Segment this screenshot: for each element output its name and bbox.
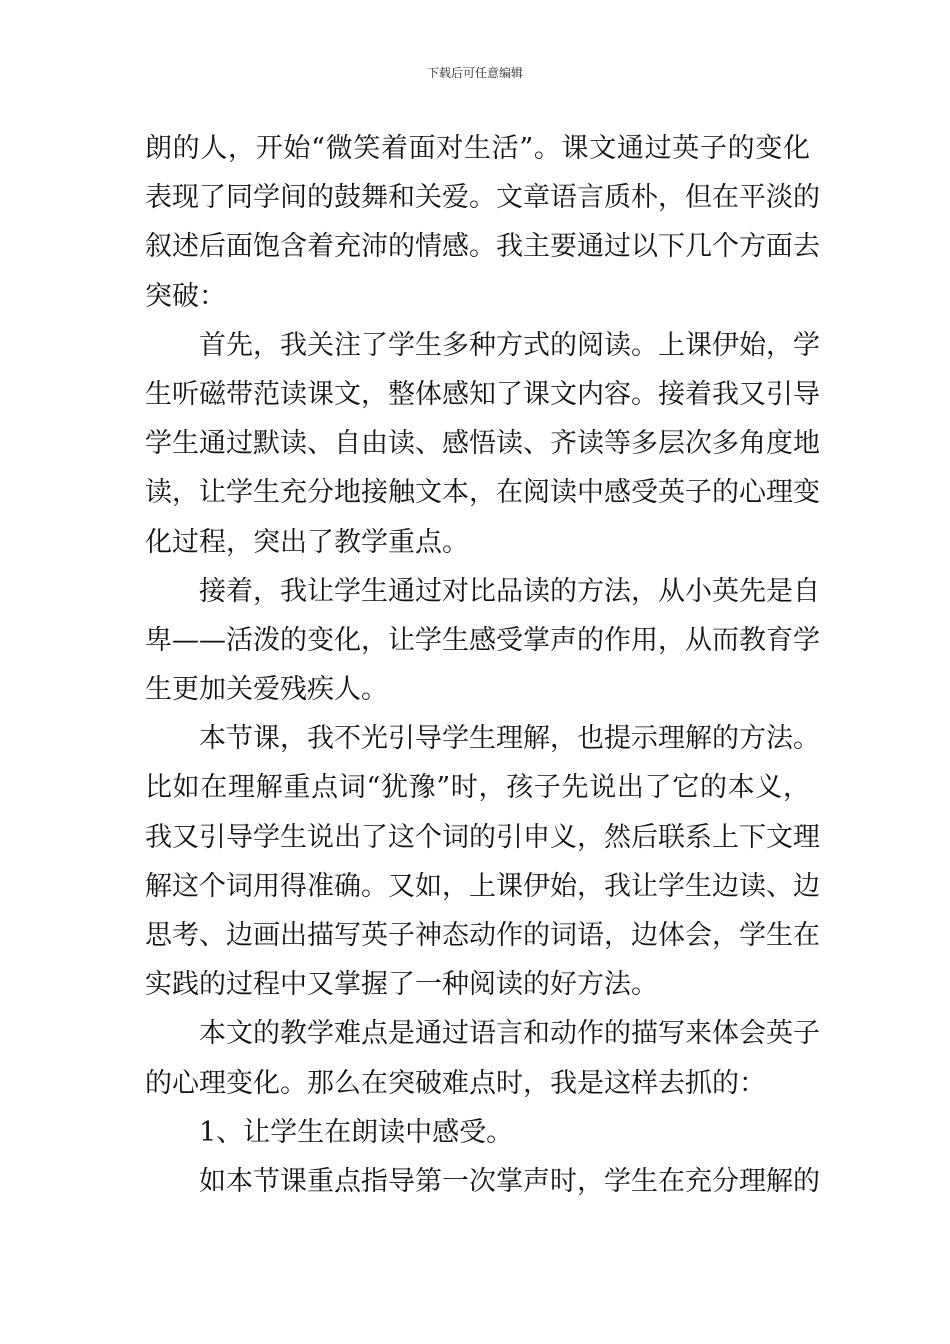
text-line: 接着，我让学生通过对比品读的方法，从小英先是自 xyxy=(199,575,820,607)
paragraph xyxy=(145,567,820,715)
text-line: 突破： xyxy=(145,280,226,312)
text-line: 的心理变化。那么在突破难点时，我是这样去抓的： xyxy=(145,1067,766,1099)
text-line: 1、让学生在朗读中感受。 xyxy=(199,1116,514,1148)
paragraph xyxy=(145,1009,820,1107)
text-line: 卑——活泼的变化，让学生感受掌声的作用，从而教育学 xyxy=(145,624,820,656)
text-line: 思考、边画出描写英子神态动作的词语，边体会，学生在 xyxy=(145,920,820,951)
document-body xyxy=(145,124,820,1206)
text-line: 本节课，我不光引导学生理解，也提示理解的方法。 xyxy=(199,723,820,755)
text-line: 生听磁带范读课文，整体感知了课文内容。接着我又引导 xyxy=(145,378,820,410)
text-line: 叙述后面饱含着充沛的情感。我主要通过以下几个方面去 xyxy=(145,231,820,263)
text-line: 学生通过默读、自由读、感悟读、齐读等多层次多角度地 xyxy=(145,428,820,460)
text-line: 比如在理解重点词“犹豫”时，孩子先说出了它的本义， xyxy=(145,772,810,804)
text-line: 朗的人，开始“微笑着面对生活”。课文通过英子的变化 xyxy=(145,133,810,164)
text-line: 生更加关爱残疾人。 xyxy=(145,674,388,706)
text-line: 首先，我关注了学生多种方式的阅读。上课伊始，学 xyxy=(199,329,820,361)
text-line: 如本节课重点指导第一次掌声时，学生在充分理解的 xyxy=(199,1165,820,1197)
text-line: 读，让学生充分地接触文本，在阅读中感受英子的心理变 xyxy=(145,477,820,509)
text-line: 解这个词用得准确。又如，上课伊始，我让学生边读、边 xyxy=(145,870,820,902)
text-line: 化过程，突出了教学重点。 xyxy=(145,526,469,558)
text-line: 我又引导学生说出了这个词的引申义，然后联系上下文理 xyxy=(145,821,820,853)
text-line: 表现了同学间的鼓舞和关爱。文章语言质朴，但在平淡的 xyxy=(145,182,820,214)
paragraph xyxy=(145,714,820,1009)
text-line: 本文的教学难点是通过语言和动作的描写来体会英子 xyxy=(199,1018,820,1050)
paragraph xyxy=(145,124,820,321)
page-header: 下载后可任意编辑 xyxy=(426,66,523,80)
text-line: 实践的过程中又掌握了一种阅读的好方法。 xyxy=(145,969,658,1001)
paragraph xyxy=(145,321,820,567)
paragraph xyxy=(145,1157,820,1206)
paragraph xyxy=(145,1108,810,1157)
